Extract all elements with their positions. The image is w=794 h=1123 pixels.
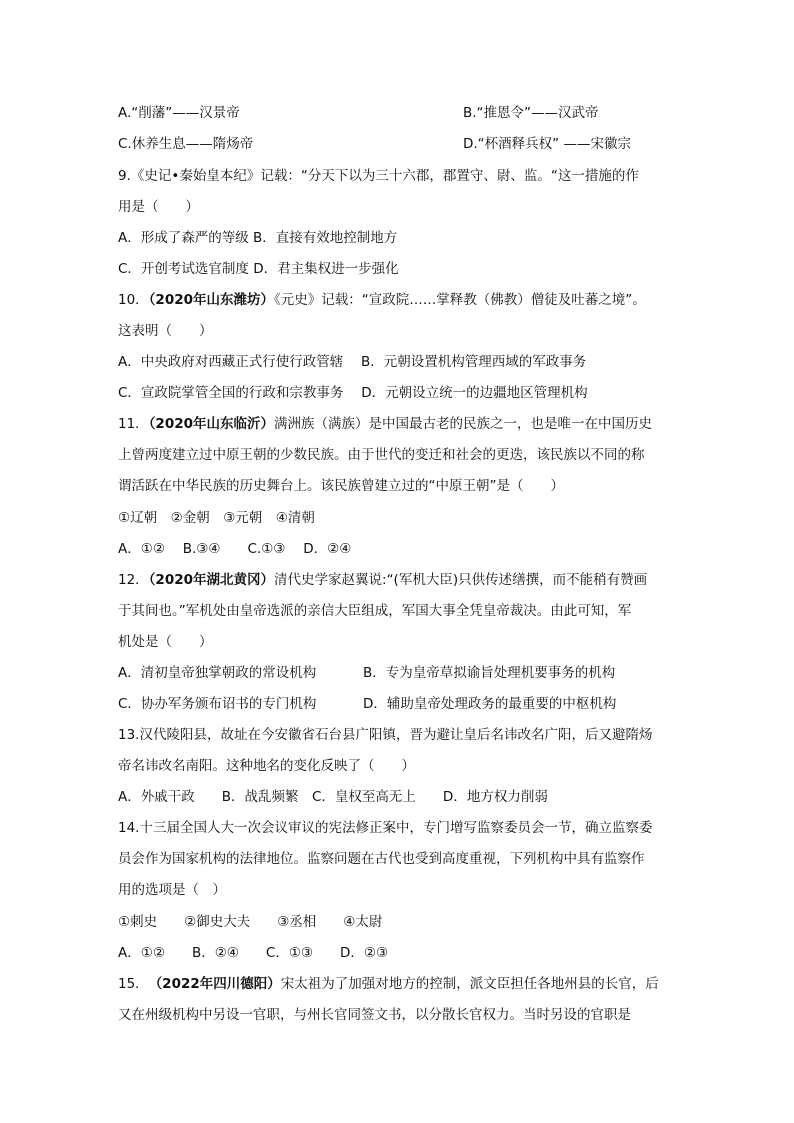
q14-stem-line-3: 用的选项是（ ）: [118, 882, 226, 898]
q14-stem-line-2: 员会作为国家机构的法律地位。监察问题在古代也受到高度重视，下列机构中具有监察作: [118, 851, 645, 867]
q12-options-row-1: [118, 663, 678, 683]
q12-option-d: D．辅助皇帝处理政务的最重要的中枢机构: [363, 696, 617, 712]
q12-stem-line-3: 机处是（ ）: [118, 634, 213, 650]
q15-stem-line-2: 又在州级机构中另设一官职，与州长官同签文书，以分散长官权力。当时另设的官职是: [118, 1007, 631, 1023]
q8-option-b: B.“推恩令”——汉武帝: [463, 105, 599, 121]
q12-option-b: B．专为皇帝草拟谕旨处理机要事务的机构: [363, 665, 616, 681]
q9-options-cd: C．开创考试选官制度 D．君主集权进一步强化: [118, 261, 399, 277]
q15-source: （2022年四川德阳）: [155, 976, 281, 992]
q11-text: 满洲族（满族）是中国最古老的民族之一，也是唯一在中国历史: [274, 416, 653, 432]
q8-option-a: A.“削藩”——汉景帝: [118, 105, 240, 121]
q12-number: 12．: [118, 572, 149, 588]
q14-items: ①刺史 ②御史大夫 ③丞相 ④太尉: [118, 914, 383, 930]
q9-stem-line-2: 用是（ ）: [118, 199, 199, 215]
q10-stem-line-1: [118, 290, 678, 310]
q10-source: （2020年山东潍坊）: [148, 292, 275, 308]
q13-stem-line-2: 帝名讳改名南阳。这种地名的变化反映了（ ）: [118, 758, 415, 774]
q11-stem-line-2: 上曾两度建立过中原王朝的少数民族。由于世代的变迁和社会的更迭，该民族以不同的称: [118, 447, 645, 463]
q13-stem-line-1: 13.汉代陵阳县，故址在今安徽省石台县广阳镇，晋为避让皇后名讳改名广阳，后又避隋炀: [118, 727, 653, 743]
q14-stem-line-1: 14.十三届全国人大一次会议审议的宪法修正案中，专门增写监察委员会一节，确立监察委: [118, 820, 653, 836]
q11-items: ①辽朝 ②金朝 ③元朝 ④清朝: [118, 510, 315, 526]
q10-options-cd: C．宣政院掌管全国的行政和宗教事务 D．元朝设立统一的边疆地区管理机构: [118, 385, 588, 401]
q8-option-c: C.休养生息——隋炀帝: [118, 136, 254, 152]
q10-options-ab: A．中央政府对西藏正式行使行政管辖 B．元朝设置机构管理西域的军政事务: [118, 354, 587, 370]
q12-stem-line-1: [118, 570, 678, 590]
q12-text: 清代史学家赵翼说:“(军机大臣)只供传述缮撰，而不能稍有赞画: [274, 572, 648, 588]
q10-number: 10．: [118, 292, 149, 308]
q8-option-d: D.“杯酒释兵权” ——宋徽宗: [463, 136, 631, 152]
q15-text: 宋太祖为了加强对地方的控制，派文臣担任各地州县的长官，后: [280, 976, 659, 992]
q12-option-a: A．清初皇帝独掌朝政的常设机构: [118, 665, 317, 681]
q10-text: 《元史》记载：“宣政院……掌释教（佛教）僧徒及吐蕃之境”。: [274, 292, 646, 308]
q10-stem-line-2: 这表明（ ）: [118, 323, 213, 339]
q12-source: （2020年湖北黄冈）: [148, 572, 275, 588]
q12-stem-line-2: 于其间也。”军机处由皇帝选派的亲信大臣组成，军国大事全凭皇帝裁决。由此可知，军: [118, 603, 632, 619]
q15-number: 15．: [118, 976, 156, 992]
q12-options-row-2: [118, 694, 678, 714]
q11-number: 11．: [118, 416, 149, 432]
q8-options-row-1: [118, 103, 678, 123]
q9-options-ab: A．形成了森严的等级 B．直接有效地控制地方: [118, 230, 398, 246]
q11-stem-line-1: [118, 414, 678, 434]
q13-options: A．外戚干政 B．战乱频繁 C．皇权至高无上 D．地方权力削弱: [118, 789, 548, 805]
q14-options: A．①② B．②④ C．①③ D．②③: [118, 945, 389, 961]
q8-options-row-2: [118, 134, 678, 154]
q11-stem-line-3: 谓活跃在中华民族的历史舞台上。该民族曾建立过的“中原王朝”是（ ）: [118, 478, 564, 494]
q11-source: （2020年山东临沂）: [148, 416, 275, 432]
q12-option-c: C．协办军务颁布诏书的专门机构: [118, 696, 317, 712]
q11-options: A．①② B.③④ C.①③ D．②④: [118, 541, 352, 557]
q9-stem-line-1: 9.《史记•秦始皇本纪》记载：“分天下以为三十六郡，郡置守、尉、监。“这一措施的作: [118, 168, 639, 184]
q15-stem-line-1: [118, 974, 678, 994]
